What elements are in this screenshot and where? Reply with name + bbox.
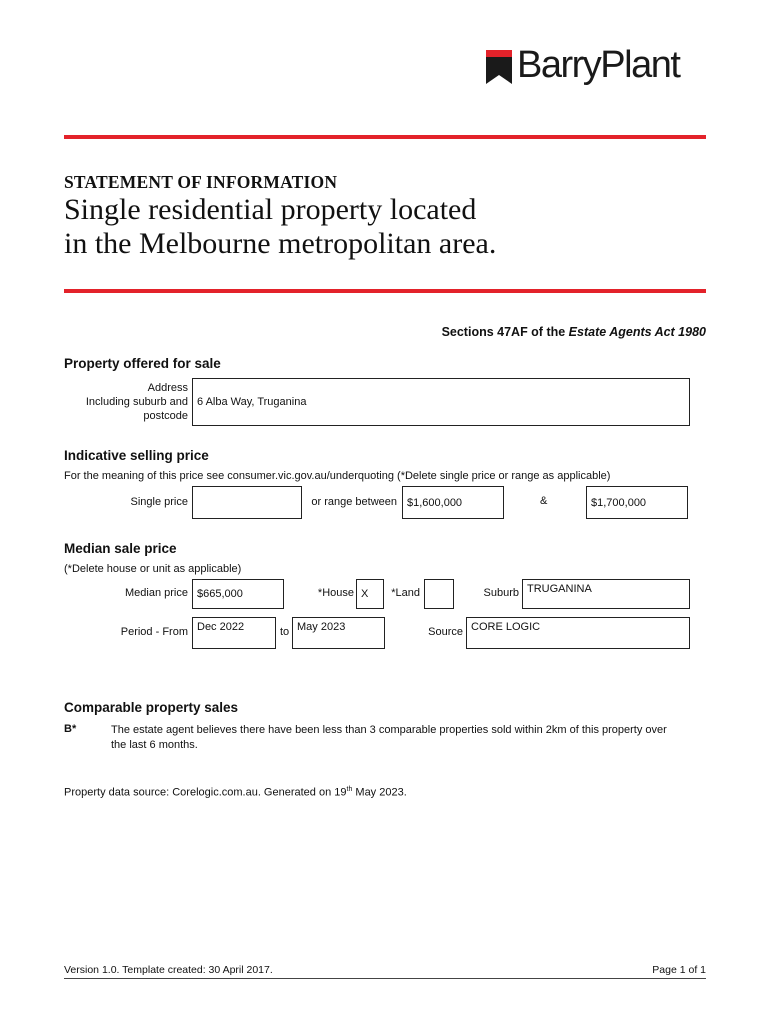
title-line-1: Single residential property located	[64, 193, 477, 226]
comparable-heading: Comparable property sales	[64, 700, 239, 715]
comparable-line-2: the last 6 months.	[111, 739, 198, 751]
median-heading: Median sale price	[64, 541, 177, 556]
period-to-label: to	[280, 626, 290, 638]
median-price-label: Median price	[125, 587, 188, 599]
single-price-field[interactable]	[192, 486, 302, 519]
source-field[interactable]: CORE LOGIC	[466, 617, 690, 649]
data-source-sup: th	[346, 786, 353, 793]
land-label: *Land	[391, 587, 420, 599]
period-to-field[interactable]: May 2023	[292, 617, 385, 649]
data-source-prefix: Property data source: Corelogic.com.au. Generated on 19	[64, 786, 347, 799]
house-checkbox[interactable]: X	[356, 579, 384, 609]
median-note: (*Delete house or unit as applicable)	[64, 563, 242, 575]
indicative-note: For the meaning of this price see consumer.vic.gov.au/underquoting (*Delete single price or range as applicable)	[64, 470, 611, 482]
land-checkbox[interactable]	[424, 579, 454, 609]
data-source-suffix: May 2023.	[352, 786, 407, 799]
footer-divider	[64, 978, 706, 979]
footer-page-number: Page 1 of 1	[652, 964, 706, 976]
document-title	[64, 193, 496, 261]
legislation-reference	[442, 325, 706, 339]
comparable-option: B*	[64, 723, 77, 735]
suburb-field[interactable]: TRUGANINA	[522, 579, 690, 609]
median-price-field[interactable]: $665,000	[192, 579, 284, 609]
source-label: Source	[428, 626, 463, 638]
period-from-field[interactable]: Dec 2022	[192, 617, 276, 649]
property-heading: Property offered for sale	[64, 356, 221, 371]
legislation-prefix: Sections 47AF of the	[441, 325, 569, 339]
data-source-line	[64, 786, 407, 799]
legislation-act: Estate Agents Act 1980	[568, 325, 706, 339]
period-from-label: Period - From	[120, 626, 188, 638]
comparable-statement	[111, 723, 667, 753]
address-label-line-3: postcode	[143, 410, 188, 422]
single-price-label: Single price	[130, 496, 188, 508]
range-high-field[interactable]: $1,700,000	[586, 486, 688, 519]
range-low-field[interactable]: $1,600,000	[402, 486, 504, 519]
title-line-2: in the Melbourne metropolitan area.	[64, 227, 497, 260]
range-label: or range between	[311, 496, 397, 508]
range-separator: &	[540, 495, 548, 507]
logo-wordmark: BarryPlant	[517, 44, 680, 86]
top-divider	[64, 135, 706, 139]
indicative-heading: Indicative selling price	[64, 448, 209, 463]
comparable-line-1: The estate agent believes there have been less than 3 comparable properties sold within 2km of this property over	[111, 724, 667, 736]
suburb-label: Suburb	[483, 587, 519, 599]
address-label	[86, 381, 188, 423]
address-label-line-1: Address	[147, 382, 188, 394]
address-field[interactable]: 6 Alba Way, Truganina	[192, 378, 690, 426]
footer-version: Version 1.0. Template created: 30 April 2017.	[64, 964, 273, 976]
document-kicker: STATEMENT OF INFORMATION	[64, 172, 338, 192]
house-label: *House	[317, 587, 354, 599]
address-label-line-2: Including suburb and	[85, 396, 188, 408]
logo-flag-icon	[486, 50, 512, 84]
title-divider	[64, 289, 706, 293]
